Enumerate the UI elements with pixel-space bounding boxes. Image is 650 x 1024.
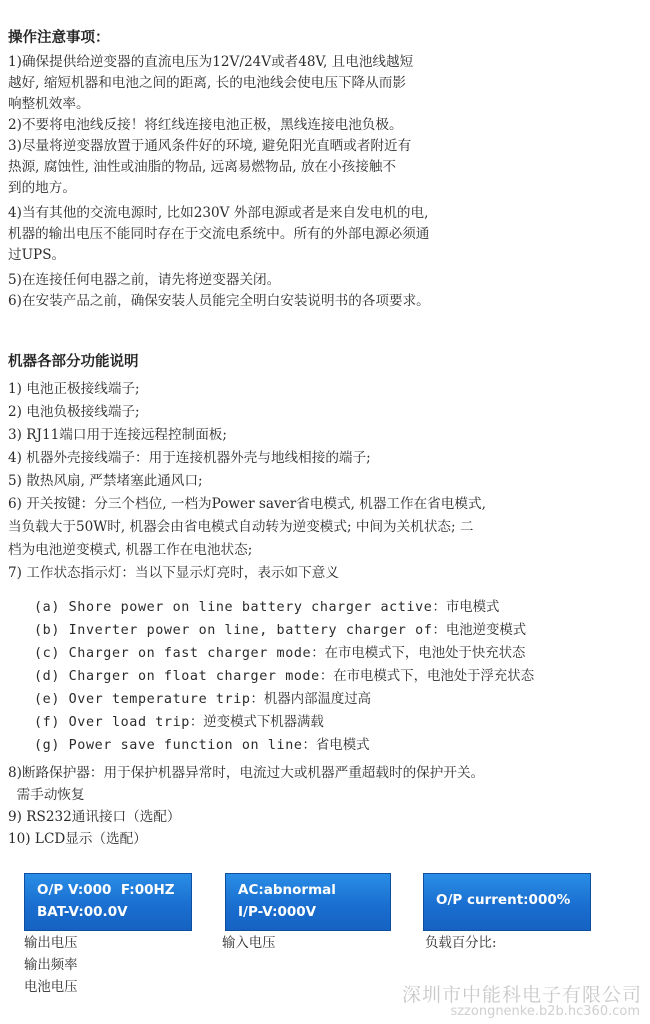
- caption-input: [222, 933, 276, 955]
- indicator-cn: ：电池逆变模式: [432, 623, 527, 638]
- indicator-en: (e) Over temperature trip: [34, 692, 251, 707]
- lcd-row: O/P V:000 F:00HZ: [37, 882, 175, 898]
- caption-line: 输出频率: [24, 958, 78, 973]
- function-line: 需手动恢复: [8, 787, 85, 803]
- function-line: 8)断路保护器：用于保护机器异常时，电流过大或机器严重超载时的保护开关。: [8, 765, 485, 781]
- note-line: 热源, 腐蚀性, 油性或油脂的物品, 远离易燃物品, 放在小孩接触不: [8, 159, 397, 175]
- note-line: 越好, 缩短机器和电池之间的距离, 长的电池线会使电压下降从而影: [8, 75, 406, 91]
- indicator-item: [34, 688, 644, 711]
- indicator-en: (b) Inverter power on line, battery charger of: [34, 623, 433, 638]
- indicator-cn: ：市电模式: [432, 600, 500, 615]
- indicator-item: [34, 711, 644, 734]
- lcd-row: AC:abnormal: [238, 882, 336, 898]
- note-line: 4)当有其他的交流电源时, 比如230V 外部电源或者是来自发电机的电,: [8, 205, 429, 221]
- note-line: 1)确保提供给逆变器的直流电压为12V/24V或者48V, 且电池线越短: [8, 54, 414, 70]
- note-line: 到的地方。: [8, 180, 76, 196]
- lcd-row: BAT-V:00.0V: [37, 904, 128, 920]
- function-line: 1) 电池正极接线端子;: [8, 381, 140, 397]
- function-line: 2) 电池负极接线端子;: [8, 404, 140, 420]
- indicator-en: (c) Charger on fast charger mode: [34, 646, 312, 661]
- indicator-item: [34, 642, 644, 665]
- functions-list-continued: [8, 762, 638, 850]
- function-line: 4) 机器外壳接线端子：用于连接机器外壳与地线相接的端子;: [8, 450, 371, 466]
- indicator-list: [34, 596, 644, 757]
- indicator-en: (a) Shore power on line battery charger active: [34, 600, 433, 615]
- caption-line: 输入电压: [222, 936, 276, 951]
- watermark-url: szzongnenke.b2b.hc360.com: [450, 1004, 640, 1019]
- indicator-cn: ：在市电模式下，电池处于浮充状态: [319, 669, 535, 684]
- indicator-en: (g) Power save function on line: [34, 738, 303, 753]
- note-line: 5)在连接任何电器之前，请先将逆变器关闭。: [8, 272, 281, 288]
- watermark-company: 深圳市中能科电子有限公司: [401, 984, 642, 1006]
- indicator-cn: ：在市电模式下，电池处于快充状态: [311, 646, 526, 661]
- note-line: 过UPS。: [8, 247, 66, 263]
- section-title-functions: 机器各部分功能说明: [8, 354, 139, 370]
- function-line: 6) 开关按键：分三个档位, 一档为Power saver省电模式, 机器工作在省电模式,: [8, 496, 486, 512]
- function-line: 3) RJ11端口用于连接远程控制面板;: [8, 427, 227, 443]
- function-line: 10) LCD显示（选配）: [8, 831, 147, 847]
- caption-line: 负载百分比:: [425, 936, 497, 951]
- indicator-en: (f) Over load trip: [34, 715, 190, 730]
- note-line: 机器的输出电压不能同时存在于交流电系统中。所有的外部电源必须通: [8, 226, 430, 242]
- lcd-row: O/P current:000%: [436, 892, 571, 908]
- function-line: 5) 散热风扇, 严禁堵塞此通风口;: [8, 473, 203, 489]
- function-line: 9) RS232通讯接口（选配）: [8, 809, 181, 825]
- note-line: 3)尽量将逆变器放置于通风条件好的环境, 避免阳光直晒或者附近有: [8, 138, 412, 154]
- caption-output: [24, 933, 78, 999]
- operation-notes-list: [8, 52, 638, 312]
- function-line: 7) 工作状态指示灯：当以下显示灯亮时，表示如下意义: [8, 565, 339, 581]
- indicator-item: [34, 665, 644, 688]
- indicator-item: [34, 596, 644, 619]
- caption-line: 电池电压: [24, 980, 78, 995]
- indicator-en: (d) Charger on float charger mode: [34, 669, 320, 684]
- functions-list: [8, 378, 638, 585]
- caption-load: [425, 933, 496, 955]
- caption-line: 输出电压: [24, 936, 78, 951]
- lcd-panel-load: [423, 873, 591, 931]
- function-line: 档为电池逆变模式, 机器工作在电池状态;: [8, 542, 253, 558]
- indicator-item: [34, 619, 644, 642]
- function-line: 当负载大于50W时, 机器会由省电模式自动转为逆变模式; 中间为关机状态; 二: [8, 519, 474, 535]
- indicator-item: [34, 734, 644, 757]
- indicator-cn: ：机器内部温度过高: [250, 692, 372, 707]
- lcd-row: I/P-V:000V: [238, 904, 317, 920]
- indicator-cn: ：省电模式: [302, 738, 370, 753]
- note-line: 2)不要将电池线反接！将红线连接电池正极，黑线连接电池负极。: [8, 117, 403, 133]
- note-line: 响整机效率。: [8, 96, 90, 112]
- note-line: 6)在安装产品之前，确保安装人员能完全明白安装说明书的各项要求。: [8, 293, 430, 309]
- section-title-operation-notes: 操作注意事项：: [8, 30, 110, 46]
- lcd-panel-output: [24, 873, 192, 931]
- lcd-panel-input: [225, 873, 391, 931]
- indicator-cn: ：逆变模式下机器满载: [189, 715, 324, 730]
